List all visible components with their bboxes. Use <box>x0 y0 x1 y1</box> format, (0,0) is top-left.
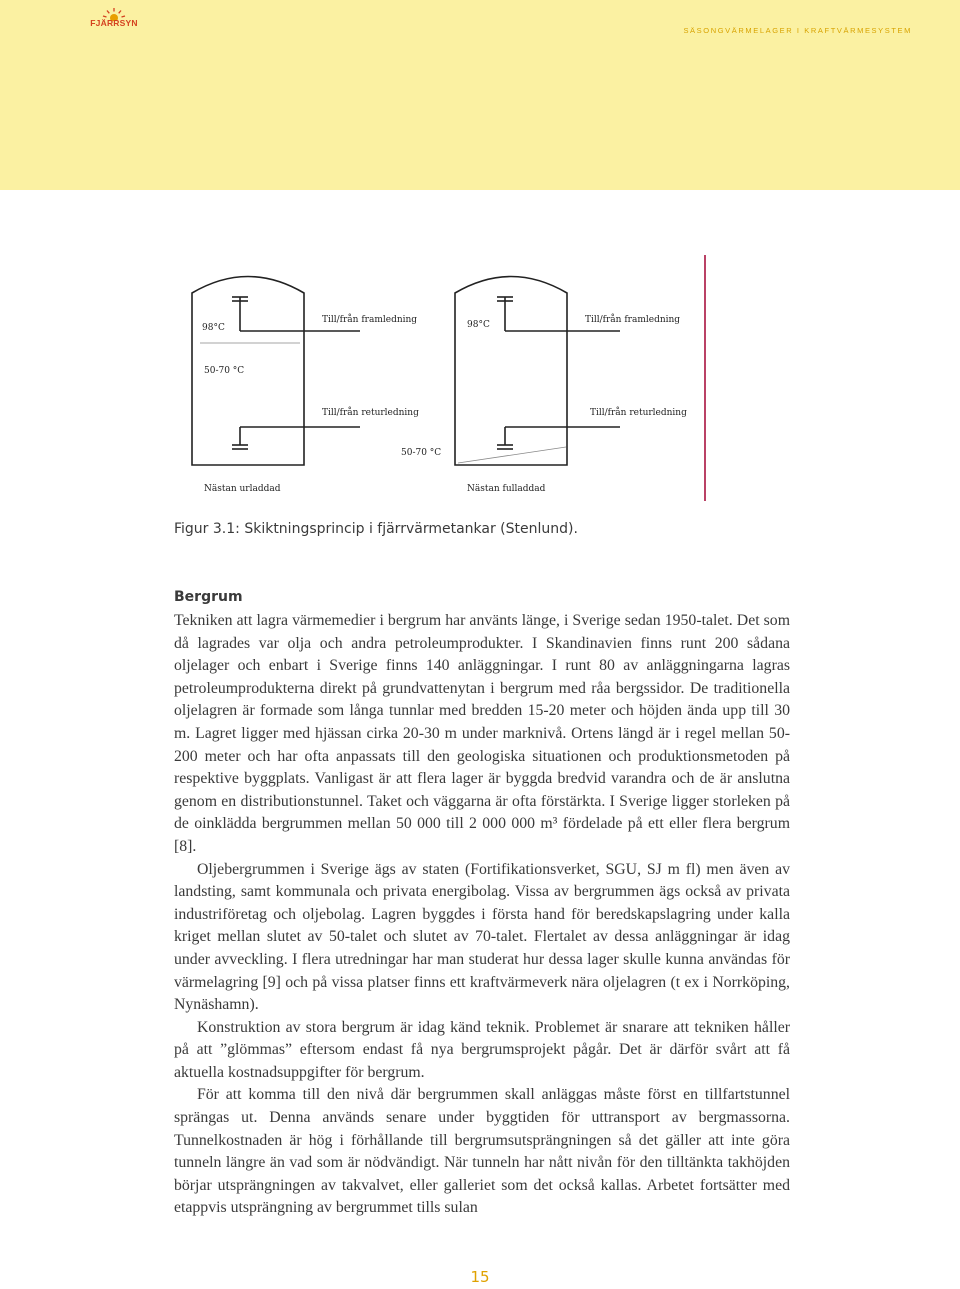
header-band <box>0 0 960 190</box>
paragraph: Oljebergrummen i Sverige ägs av staten (Fortifikationsverket, SGU, SJ m fl) men även av landsting, samt kommunala och privata energibolag. Vissa av bergrummen ägs också av privata industriföretag och oljebolag. Lagren byggdes i första hand för beredskapslagring under kalla kriget mellan slutet av 50-talet och slutet av 70-talet. Flertalet av dessa anläggningar är idag under avveckling. I flera utredningar har man studerat hur dessa lager skulle kunna användas för värmelagring [9] och på vissa platser finns ett kraftvärmeverk nära oljelagren (t ex i Norrköping, Nynäshamn). <box>174 860 790 1014</box>
paragraph: För att komma till den nivå där bergrummen skall anläggas måste först en tillfartstunnel sprängas ut. Denna används senare under byggtiden för uttransport av bergmassorna. Tunnelkostnaden är hög i förhållande till bergrumsutsprängningen så det gäller att inte göra tunneln längre än vad som är nödvändigt. När tunneln har nått nivån för den tilltänkta takhöjden börjar utsprängningen av takvalvet, eller galleriet som det också kallas. Arbetet fortsätter med etappvis utsprängning av bergrummet tills sulan <box>174 1086 790 1217</box>
left-return-label: Till/från returledning <box>322 408 419 418</box>
right-return-label: Till/från returledning <box>590 408 687 418</box>
right-state-label: Nästan fulladdad <box>467 484 546 494</box>
tank-diagram <box>180 255 720 505</box>
running-head: SÄSONGVÄRMELAGER I KRAFTVÄRMESYSTEM <box>683 26 912 35</box>
figure-caption: Figur 3.1: Skiktningsprincip i fjärrvärmetankar (Stenlund). <box>174 521 578 537</box>
left-temp-top: 98°C <box>202 323 225 333</box>
left-temp-bottom: 50-70 °C <box>204 366 245 376</box>
body-text <box>174 610 790 1220</box>
right-flow-label: Till/från framledning <box>585 315 681 325</box>
right-temp-bottom: 50-70 °C <box>401 448 442 458</box>
stratification-figure <box>180 255 720 505</box>
paragraph: Konstruktion av stora bergrum är idag känd teknik. Problemet är snarare att tekniken håller på att ”glömmas” eftersom endast få nya bergrumsprojekt pågår. Det är därför svårt att få aktuella kostnadsuppgifter för bergrum. <box>174 1018 790 1081</box>
logo-text: FJÄRRSYN <box>90 18 138 28</box>
page-number: 15 <box>470 1268 490 1286</box>
section-title: Bergrum <box>174 589 243 605</box>
paragraph: Tekniken att lagra värmemedier i bergrum har använts länge, i Sverige sedan 1950-talet. Det som då lagrades var olja och andra petroleumprodukter. I Skandinavien finns runt 200 sådana oljelager och enbart i Sverige finns 140 anläggningar. I runt 80 av anläggningarna lagras petroleumprodukterna direkt på grundvattenytan i bergrum med råa bergssidor. De traditionella oljelagren är formade som långa tunnlar med bredden 15-20 meter och höjden ända upp till 30 m. Lagret ligger med hjässan cirka 20-30 m under marknivå. Ortens längd är i regel mellan 50-200 meter och har ofta anpassats till den geologiska situationen och produktionsmetoden på respektive byggplats. Vanligast är att flera lager är byggda bredvid varandra och de är anslutna genom en distributionstunnel. Taket och väggarna är ofta förstärkta. I Sverige ligger storleken på de oinklädda bergrummen mellan 50 000 till 2 000 000 m³ fördelade på ett eller flera bergrum [8]. <box>174 612 790 855</box>
left-state-label: Nästan urladdad <box>204 484 281 494</box>
fjarrsyn-logo <box>88 6 140 32</box>
right-tank <box>455 277 620 466</box>
right-temp-top: 98°C <box>467 320 490 330</box>
left-flow-label: Till/från framledning <box>322 315 418 325</box>
